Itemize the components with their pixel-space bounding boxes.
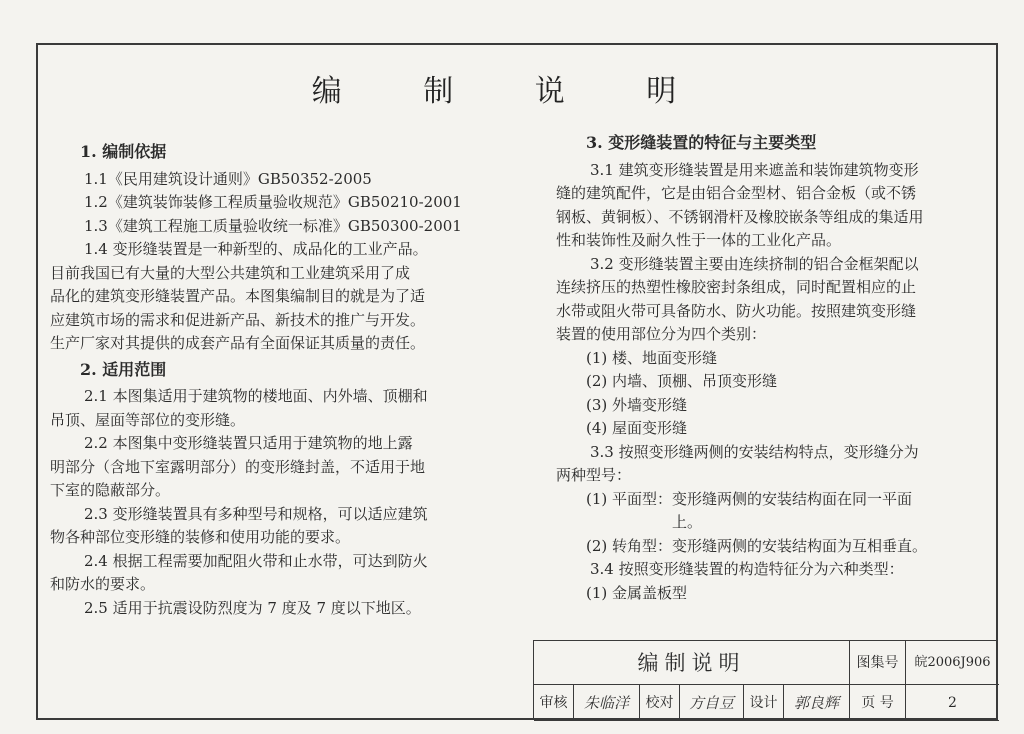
paragraph-line: 两种型号： xyxy=(556,466,632,484)
paragraph-line: 生产厂家对其提供的成套产品有全面保证其质量的责任。 xyxy=(50,334,426,352)
paragraph-line: 缝的建筑配件，它是由铝合金型材、铝合金板（或不锈 xyxy=(556,184,917,202)
type-item: (1) 平面型：变形缝两侧的安装结构面在同一平面 xyxy=(586,489,913,508)
paragraph-line: 3.2 变形缝装置主要由连续挤制的铝合金框架配以 xyxy=(590,254,919,273)
atlas-label: 图集号 xyxy=(850,641,906,685)
check-label: 校对 xyxy=(640,685,680,721)
category-item: (1) 楼、地面变形缝 xyxy=(586,348,718,367)
paragraph-line: 目前我国已有大量的大型公共建筑和工业建筑采用了成 xyxy=(50,263,411,282)
paragraph-line: 下室的隐蔽部分。 xyxy=(50,481,171,499)
paragraph-line: 1.4 变形缝装置是一种新型的、成品化的工业产品。 xyxy=(84,240,428,258)
paragraph-line: 明部分（含地下室露明部分）的变形缝封盖，不适用于地 xyxy=(50,457,426,476)
title-block-title: 编制说明 xyxy=(534,641,850,685)
paragraph-line: 2.3 变形缝装置具有多种型号和规格，可以适应建筑 xyxy=(84,504,428,523)
check-signature: 方自豆 xyxy=(680,685,744,721)
atlas-number: 皖2006J906 xyxy=(906,641,999,685)
paragraph-line: 品化的建筑变形缝装置产品。本图集编制目的就是为了适 xyxy=(50,287,426,305)
type-item-continued: 上。 xyxy=(672,513,703,531)
paragraph-line: 钢板、黄铜板）、不锈钢滑杆及橡胶嵌条等组成的集适用 xyxy=(556,207,924,226)
review-label: 审核 xyxy=(534,685,574,721)
paragraph-line: 2.5 适用于抗震设防烈度为 7 度及 7 度以下地区。 xyxy=(84,598,421,617)
paragraph-line: 和防水的要求。 xyxy=(50,575,156,593)
page-title: 编 制 说 明 xyxy=(311,74,713,109)
paragraph-line: 2.2 本图集中变形缝装置只适用于建筑物的地上露 xyxy=(84,434,413,452)
section-2-heading: 2. 适用范围 xyxy=(80,359,167,379)
section-3-heading: 3. 变形缝装置的特征与主要类型 xyxy=(586,133,817,152)
left-column xyxy=(50,140,480,620)
paragraph-line: 连续挤压的热塑性橡胶密封条组成，同时配置相应的止 xyxy=(556,278,917,296)
paragraph-line: 3.1 建筑变形缝装置是用来遮盖和装饰建筑物变形 xyxy=(590,160,919,179)
review-signature: 朱临洋 xyxy=(574,685,640,721)
type-item: (2) 转角型：变形缝两侧的安装结构面为互相垂直。 xyxy=(586,536,928,555)
category-item: (4) 屋面变形缝 xyxy=(586,419,688,437)
basis-item-3: 1.3《建筑工程施工质量验收统一标准》GB50300-2001 xyxy=(84,216,462,235)
paragraph-line: 水带或阻火带可具备防水、防火功能。按照建筑变形缝 xyxy=(556,301,917,320)
title-block xyxy=(533,640,998,720)
paragraph-line: 性和装饰性及耐久性于一体的工业化产品。 xyxy=(556,231,842,249)
section-1-heading: 1. 编制依据 xyxy=(80,142,167,161)
design-label: 设计 xyxy=(744,685,784,721)
page-number: 2 xyxy=(906,685,999,721)
category-item: (2) 内墙、顶棚、吊顶变形缝 xyxy=(586,372,778,390)
paragraph-line: 应建筑市场的需求和促进新产品、新技术的推广与开发。 xyxy=(50,310,426,329)
paragraph-line: 装置的使用部位分为四个类别： xyxy=(556,325,767,343)
paragraph-line: 吊顶、屋面等部位的变形缝。 xyxy=(50,410,246,429)
design-signature: 郭良辉 xyxy=(784,685,850,721)
paragraph-line: 3.4 按照变形缝装置的构造特征分为六种类型： xyxy=(590,560,904,578)
category-item: (3) 外墙变形缝 xyxy=(586,395,688,414)
paragraph-line: 3.3 按照变形缝两侧的安装结构特点，变形缝分为 xyxy=(590,442,919,461)
page-label: 页 号 xyxy=(850,685,906,721)
paragraph-line: 2.1 本图集适用于建筑物的楼地面、内外墙、顶棚和 xyxy=(84,387,428,405)
paragraph-line: 物各种部位变形缝的装修和使用功能的要求。 xyxy=(50,528,351,546)
paragraph-line: 2.4 根据工程需要加配阻火带和止水带，可达到防火 xyxy=(84,551,428,570)
basis-item-1: 1.1《民用建筑设计通则》GB50352-2005 xyxy=(84,169,372,188)
kind-item: (1) 金属盖板型 xyxy=(586,583,688,602)
basis-item-2: 1.2《建筑装饰装修工程质量验收规范》GB50210-2001 xyxy=(84,193,462,211)
right-column xyxy=(556,131,986,605)
